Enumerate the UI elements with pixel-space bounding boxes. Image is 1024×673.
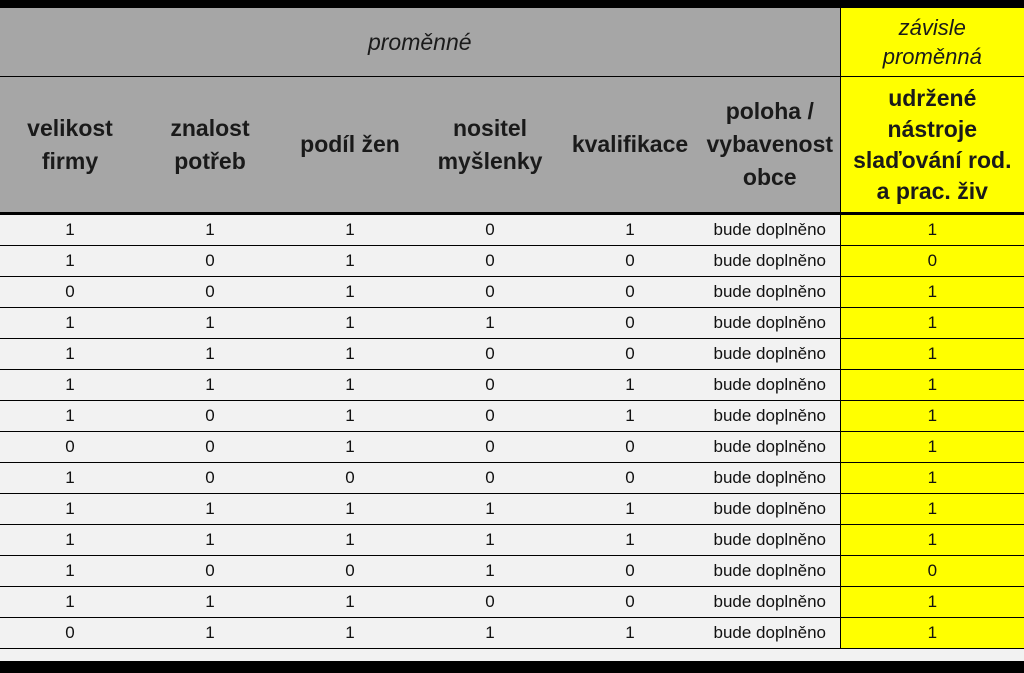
table-cell: 1 xyxy=(280,246,420,277)
table-cell: 1 xyxy=(0,401,140,432)
column-header-line: myšlenky xyxy=(437,147,543,174)
table-row xyxy=(0,463,1024,494)
table-cell-dependent: 1 xyxy=(840,370,1024,401)
table-row xyxy=(0,401,1024,432)
column-header-needs-knowledge xyxy=(140,77,280,214)
table-cell: 1 xyxy=(0,308,140,339)
table-cell: 0 xyxy=(420,587,560,618)
column-header-line: podíl žen xyxy=(300,131,400,157)
table-cell: 1 xyxy=(560,494,700,525)
table-row xyxy=(0,525,1024,556)
column-header-location xyxy=(700,77,840,214)
table-row xyxy=(0,308,1024,339)
table-cell-dependent: 1 xyxy=(840,308,1024,339)
table-cell: 0 xyxy=(140,246,280,277)
table-cell-dependent: 1 xyxy=(840,277,1024,308)
table-cell: 0 xyxy=(420,463,560,494)
column-header-dependent xyxy=(840,77,1024,214)
column-header-line: obce xyxy=(742,164,797,190)
table-cell: 1 xyxy=(140,494,280,525)
table-cell: 0 xyxy=(420,277,560,308)
table-cell: 1 xyxy=(0,246,140,277)
table-cell: 1 xyxy=(560,401,700,432)
table-row xyxy=(0,618,1024,649)
column-header-line: firmy xyxy=(41,147,99,174)
table-cell: 1 xyxy=(140,370,280,401)
table-cell: 0 xyxy=(420,432,560,463)
table-cell: 0 xyxy=(0,618,140,649)
table-row xyxy=(0,214,1024,246)
column-header-line: slaďování rod. xyxy=(853,146,1012,173)
table-cell: 1 xyxy=(0,370,140,401)
table-cell: 1 xyxy=(560,525,700,556)
table-cell: 1 xyxy=(280,401,420,432)
group-header-dependent xyxy=(840,8,1024,77)
table-cell: 1 xyxy=(280,618,420,649)
table-cell: 0 xyxy=(140,401,280,432)
column-header-line: velikost xyxy=(27,114,113,141)
table-cell-dependent: 1 xyxy=(840,494,1024,525)
table-cell: 1 xyxy=(140,308,280,339)
column-header-line: poloha / xyxy=(725,98,814,124)
column-header-line: nástroje xyxy=(887,115,978,142)
column-header-qualification xyxy=(560,77,700,214)
table-cell-dependent: 1 xyxy=(840,401,1024,432)
table-cell: 0 xyxy=(560,432,700,463)
table-cell: 1 xyxy=(140,339,280,370)
table-cell: bude doplněno xyxy=(700,525,840,556)
column-header-line: znalost xyxy=(170,114,250,141)
table-cell: bude doplněno xyxy=(700,556,840,587)
table-cell: 0 xyxy=(420,214,560,246)
table-cell: 0 xyxy=(420,246,560,277)
table-cell: 0 xyxy=(0,277,140,308)
table-cell: bude doplněno xyxy=(700,308,840,339)
table-cell: 1 xyxy=(0,587,140,618)
table-cell: 1 xyxy=(0,494,140,525)
table-cell: bude doplněno xyxy=(700,277,840,308)
column-header-line: kvalifikace xyxy=(571,131,689,157)
table-cell: 0 xyxy=(560,587,700,618)
table-cell-dependent: 1 xyxy=(840,214,1024,246)
data-table-frame xyxy=(0,8,1024,661)
table-cell: bude doplněno xyxy=(700,214,840,246)
column-header-row xyxy=(0,77,1024,214)
column-header-line: nositel xyxy=(452,114,528,141)
table-cell: bude doplněno xyxy=(700,401,840,432)
table-cell: bude doplněno xyxy=(700,246,840,277)
data-table xyxy=(0,8,1024,649)
table-cell: 1 xyxy=(140,618,280,649)
group-header-row xyxy=(0,8,1024,77)
table-cell: 1 xyxy=(420,556,560,587)
table-cell: 1 xyxy=(280,277,420,308)
table-row xyxy=(0,339,1024,370)
table-cell: 1 xyxy=(420,494,560,525)
column-header-line: a prac. živ xyxy=(876,177,988,204)
table-cell: 1 xyxy=(0,339,140,370)
table-cell: 1 xyxy=(420,308,560,339)
table-cell: 1 xyxy=(280,370,420,401)
table-cell-dependent: 1 xyxy=(840,463,1024,494)
table-cell: 1 xyxy=(280,308,420,339)
table-cell: 1 xyxy=(560,370,700,401)
table-cell-dependent: 1 xyxy=(840,587,1024,618)
table-cell: 0 xyxy=(420,370,560,401)
table-cell: 1 xyxy=(280,339,420,370)
table-cell: 0 xyxy=(140,556,280,587)
table-cell-dependent: 0 xyxy=(840,246,1024,277)
column-header-line: vybavenost xyxy=(706,131,834,157)
table-cell: 1 xyxy=(420,618,560,649)
table-cell: bude doplněno xyxy=(700,494,840,525)
table-cell: 1 xyxy=(280,432,420,463)
table-cell: 0 xyxy=(280,556,420,587)
table-cell: bude doplněno xyxy=(700,463,840,494)
table-cell: bude doplněno xyxy=(700,618,840,649)
table-cell: bude doplněno xyxy=(700,339,840,370)
table-cell: 1 xyxy=(0,556,140,587)
column-header-idea-carrier xyxy=(420,77,560,214)
table-cell: 1 xyxy=(0,214,140,246)
table-cell: 1 xyxy=(280,587,420,618)
table-row xyxy=(0,277,1024,308)
table-cell: bude doplněno xyxy=(700,587,840,618)
table-cell: 0 xyxy=(420,401,560,432)
table-cell: 1 xyxy=(560,618,700,649)
table-cell: 1 xyxy=(140,525,280,556)
table-row xyxy=(0,587,1024,618)
table-row xyxy=(0,494,1024,525)
table-cell: 1 xyxy=(0,525,140,556)
table-cell: 0 xyxy=(140,432,280,463)
table-cell: 0 xyxy=(560,308,700,339)
table-cell: 1 xyxy=(280,525,420,556)
table-cell-dependent: 1 xyxy=(840,525,1024,556)
table-cell-dependent: 1 xyxy=(840,618,1024,649)
column-header-women-share xyxy=(280,77,420,214)
table-cell: 1 xyxy=(280,494,420,525)
table-cell: 1 xyxy=(560,214,700,246)
dependent-label-line1: závisle xyxy=(898,15,966,40)
dependent-label-line2: proměnná xyxy=(882,44,982,69)
table-cell-dependent: 0 xyxy=(840,556,1024,587)
table-cell: bude doplněno xyxy=(700,432,840,463)
table-row xyxy=(0,370,1024,401)
table-cell: 0 xyxy=(560,339,700,370)
table-cell: 0 xyxy=(420,339,560,370)
table-cell: 1 xyxy=(140,214,280,246)
column-header-line: udržené xyxy=(888,84,977,111)
group-header-variables: proměnné xyxy=(0,8,840,77)
table-cell: 0 xyxy=(560,277,700,308)
table-cell: 0 xyxy=(560,246,700,277)
table-row xyxy=(0,556,1024,587)
table-cell: 1 xyxy=(140,587,280,618)
table-cell-dependent: 1 xyxy=(840,339,1024,370)
table-row xyxy=(0,432,1024,463)
table-cell: 0 xyxy=(560,463,700,494)
table-cell: 1 xyxy=(280,214,420,246)
table-cell: 1 xyxy=(0,463,140,494)
column-header-firm-size xyxy=(0,77,140,214)
table-cell: 0 xyxy=(140,463,280,494)
column-header-line: potřeb xyxy=(174,147,246,174)
table-cell: 0 xyxy=(0,432,140,463)
table-cell-dependent: 1 xyxy=(840,432,1024,463)
table-cell: 0 xyxy=(280,463,420,494)
table-cell: 0 xyxy=(560,556,700,587)
table-cell: 1 xyxy=(420,525,560,556)
table-cell: bude doplněno xyxy=(700,370,840,401)
table-row xyxy=(0,246,1024,277)
table-cell: 0 xyxy=(140,277,280,308)
